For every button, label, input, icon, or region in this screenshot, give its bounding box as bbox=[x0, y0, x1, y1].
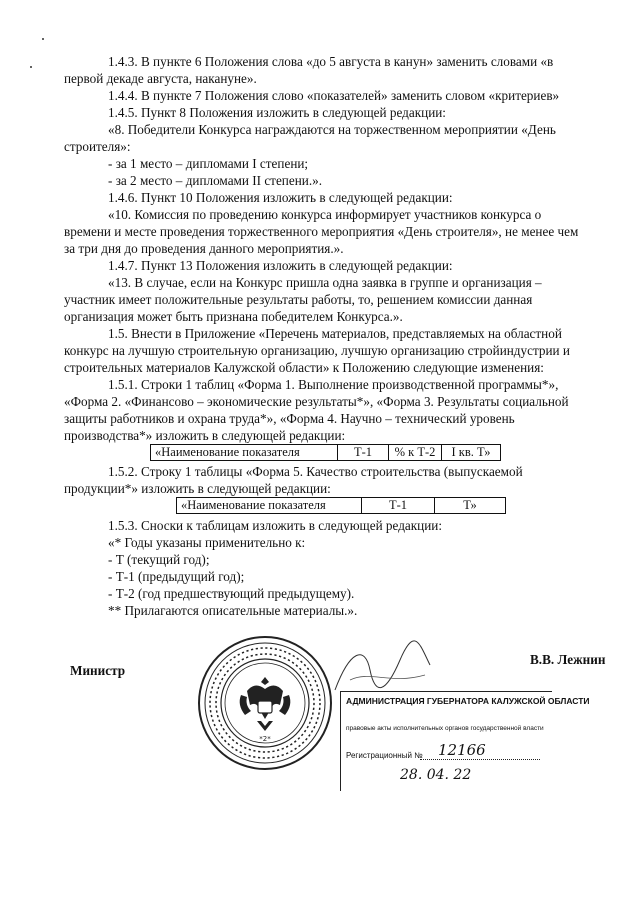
paragraph-line: строителя»: bbox=[64, 139, 131, 154]
table-cell: I кв. Т» bbox=[442, 445, 501, 461]
paragraph-line: - за 2 место – дипломами II степени.». bbox=[108, 173, 323, 188]
paragraph-line: продукции*» изложить в следующей редакции: bbox=[64, 481, 331, 496]
table-cell: % к Т-2 bbox=[389, 445, 442, 461]
table-row bbox=[177, 498, 506, 514]
paragraph-line: «10. Комиссия по проведению конкурса информирует участников конкурса о bbox=[108, 207, 542, 222]
paragraph-line: 1.4.4. В пункте 7 Положения слово «показателей» заменить словом «критериев» bbox=[108, 88, 560, 103]
scan-speck bbox=[42, 38, 44, 40]
paragraph-line: участник имеет положительные результаты работы, то, решением комиссии данная bbox=[64, 292, 533, 307]
table-cell: «Наименование показателя bbox=[177, 498, 362, 514]
stamp-reg-date: 28. 04. 22 bbox=[400, 767, 472, 783]
paragraph-line: за три дня до проведения данного мероприятия.». bbox=[64, 241, 344, 256]
paragraph-line: 1.4.7. Пункт 13 Положения изложить в следующей редакции: bbox=[108, 258, 453, 273]
table-cell: «Наименование показателя bbox=[151, 445, 338, 461]
paragraph-line: 1.5.3. Сноски к таблицам изложить в следующей редакции: bbox=[108, 518, 443, 533]
stamp-org: АДМИНИСТРАЦИЯ ГУБЕРНАТОРА КАЛУЖСКОЙ ОБЛАСТИ bbox=[346, 696, 590, 706]
paragraph-line: конкурс на лучшую строительную организацию, лучшую организацию стройиндустрии и bbox=[64, 343, 570, 358]
table-cell: Т-1 bbox=[338, 445, 389, 461]
paragraph-line: «Форма 2. «Финансово – экономические результаты*», «Форма 3. Результаты социальной bbox=[64, 394, 569, 409]
paragraph-line: - за 1 место – дипломами I степени; bbox=[108, 156, 309, 171]
paragraph-line: строительных материалов Калужской области» к Положению следующие изменения: bbox=[64, 360, 544, 375]
paragraph-line: 1.4.6. Пункт 10 Положения изложить в следующей редакции: bbox=[108, 190, 453, 205]
paragraph-line: «* Годы указаны применительно к: bbox=[108, 535, 306, 550]
table-row bbox=[151, 445, 501, 461]
paragraph-line: организация может быть признана победителем Конкурса.». bbox=[64, 309, 403, 324]
paragraph-line: - Т-2 (год предшествующий предыдущему). bbox=[108, 586, 355, 601]
paragraph-line: - Т (текущий год); bbox=[108, 552, 210, 567]
stamp-line: правовые акты исполнительных органов государственной власти bbox=[346, 725, 544, 732]
stamp-reg-number: 12166 bbox=[438, 741, 486, 759]
paragraph-line: 1.4.5. Пункт 8 Положения изложить в следующей редакции: bbox=[108, 105, 446, 120]
paragraph-line: первой декаде августа, накануне». bbox=[64, 71, 257, 86]
paragraph-line: «8. Победители Конкурса награждаются на торжественном мероприятии «День bbox=[108, 122, 556, 137]
stamp-reg-label: Регистрационный № bbox=[346, 751, 423, 760]
form-table-1 bbox=[150, 444, 501, 461]
svg-text:*2*: *2* bbox=[259, 735, 271, 743]
form-table-2 bbox=[176, 497, 506, 514]
paragraph-line: защиты работников и охрана труда*», «Форма 4. Научно – технический уровень bbox=[64, 411, 515, 426]
paragraph-line: «13. В случае, если на Конкурс пришла одна заявка в группе и организация – bbox=[108, 275, 542, 290]
signatory-title: Министр bbox=[70, 663, 126, 678]
table-cell: Т» bbox=[435, 498, 506, 514]
paragraph-line: 1.5. Внести в Приложение «Перечень материалов, представляемых на областной bbox=[108, 326, 562, 341]
official-seal-icon bbox=[195, 633, 335, 773]
table-cell: Т-1 bbox=[362, 498, 435, 514]
paragraph-line: ** Прилагаются описательные материалы.». bbox=[108, 603, 358, 618]
paragraph-line: 1.5.1. Строки 1 таблиц «Форма 1. Выполнение производственной программы*», bbox=[108, 377, 559, 392]
paragraph-line: времени и месте проведения торжественного мероприятия «День строителя», не менее чем bbox=[64, 224, 579, 239]
paragraph-line: - Т-1 (предыдущий год); bbox=[108, 569, 245, 584]
signatory-name: В.В. Лежнин bbox=[530, 652, 606, 667]
paragraph-line: 1.5.2. Строку 1 таблицы «Форма 5. Качество строительства (выпускаемой bbox=[108, 464, 523, 479]
paragraph-line: производства*» изложить в следующей редакции: bbox=[64, 428, 346, 443]
paragraph-line: 1.4.3. В пункте 6 Положения слова «до 5 августа в канун» заменить словами «в bbox=[108, 54, 554, 69]
scan-speck bbox=[30, 66, 32, 68]
